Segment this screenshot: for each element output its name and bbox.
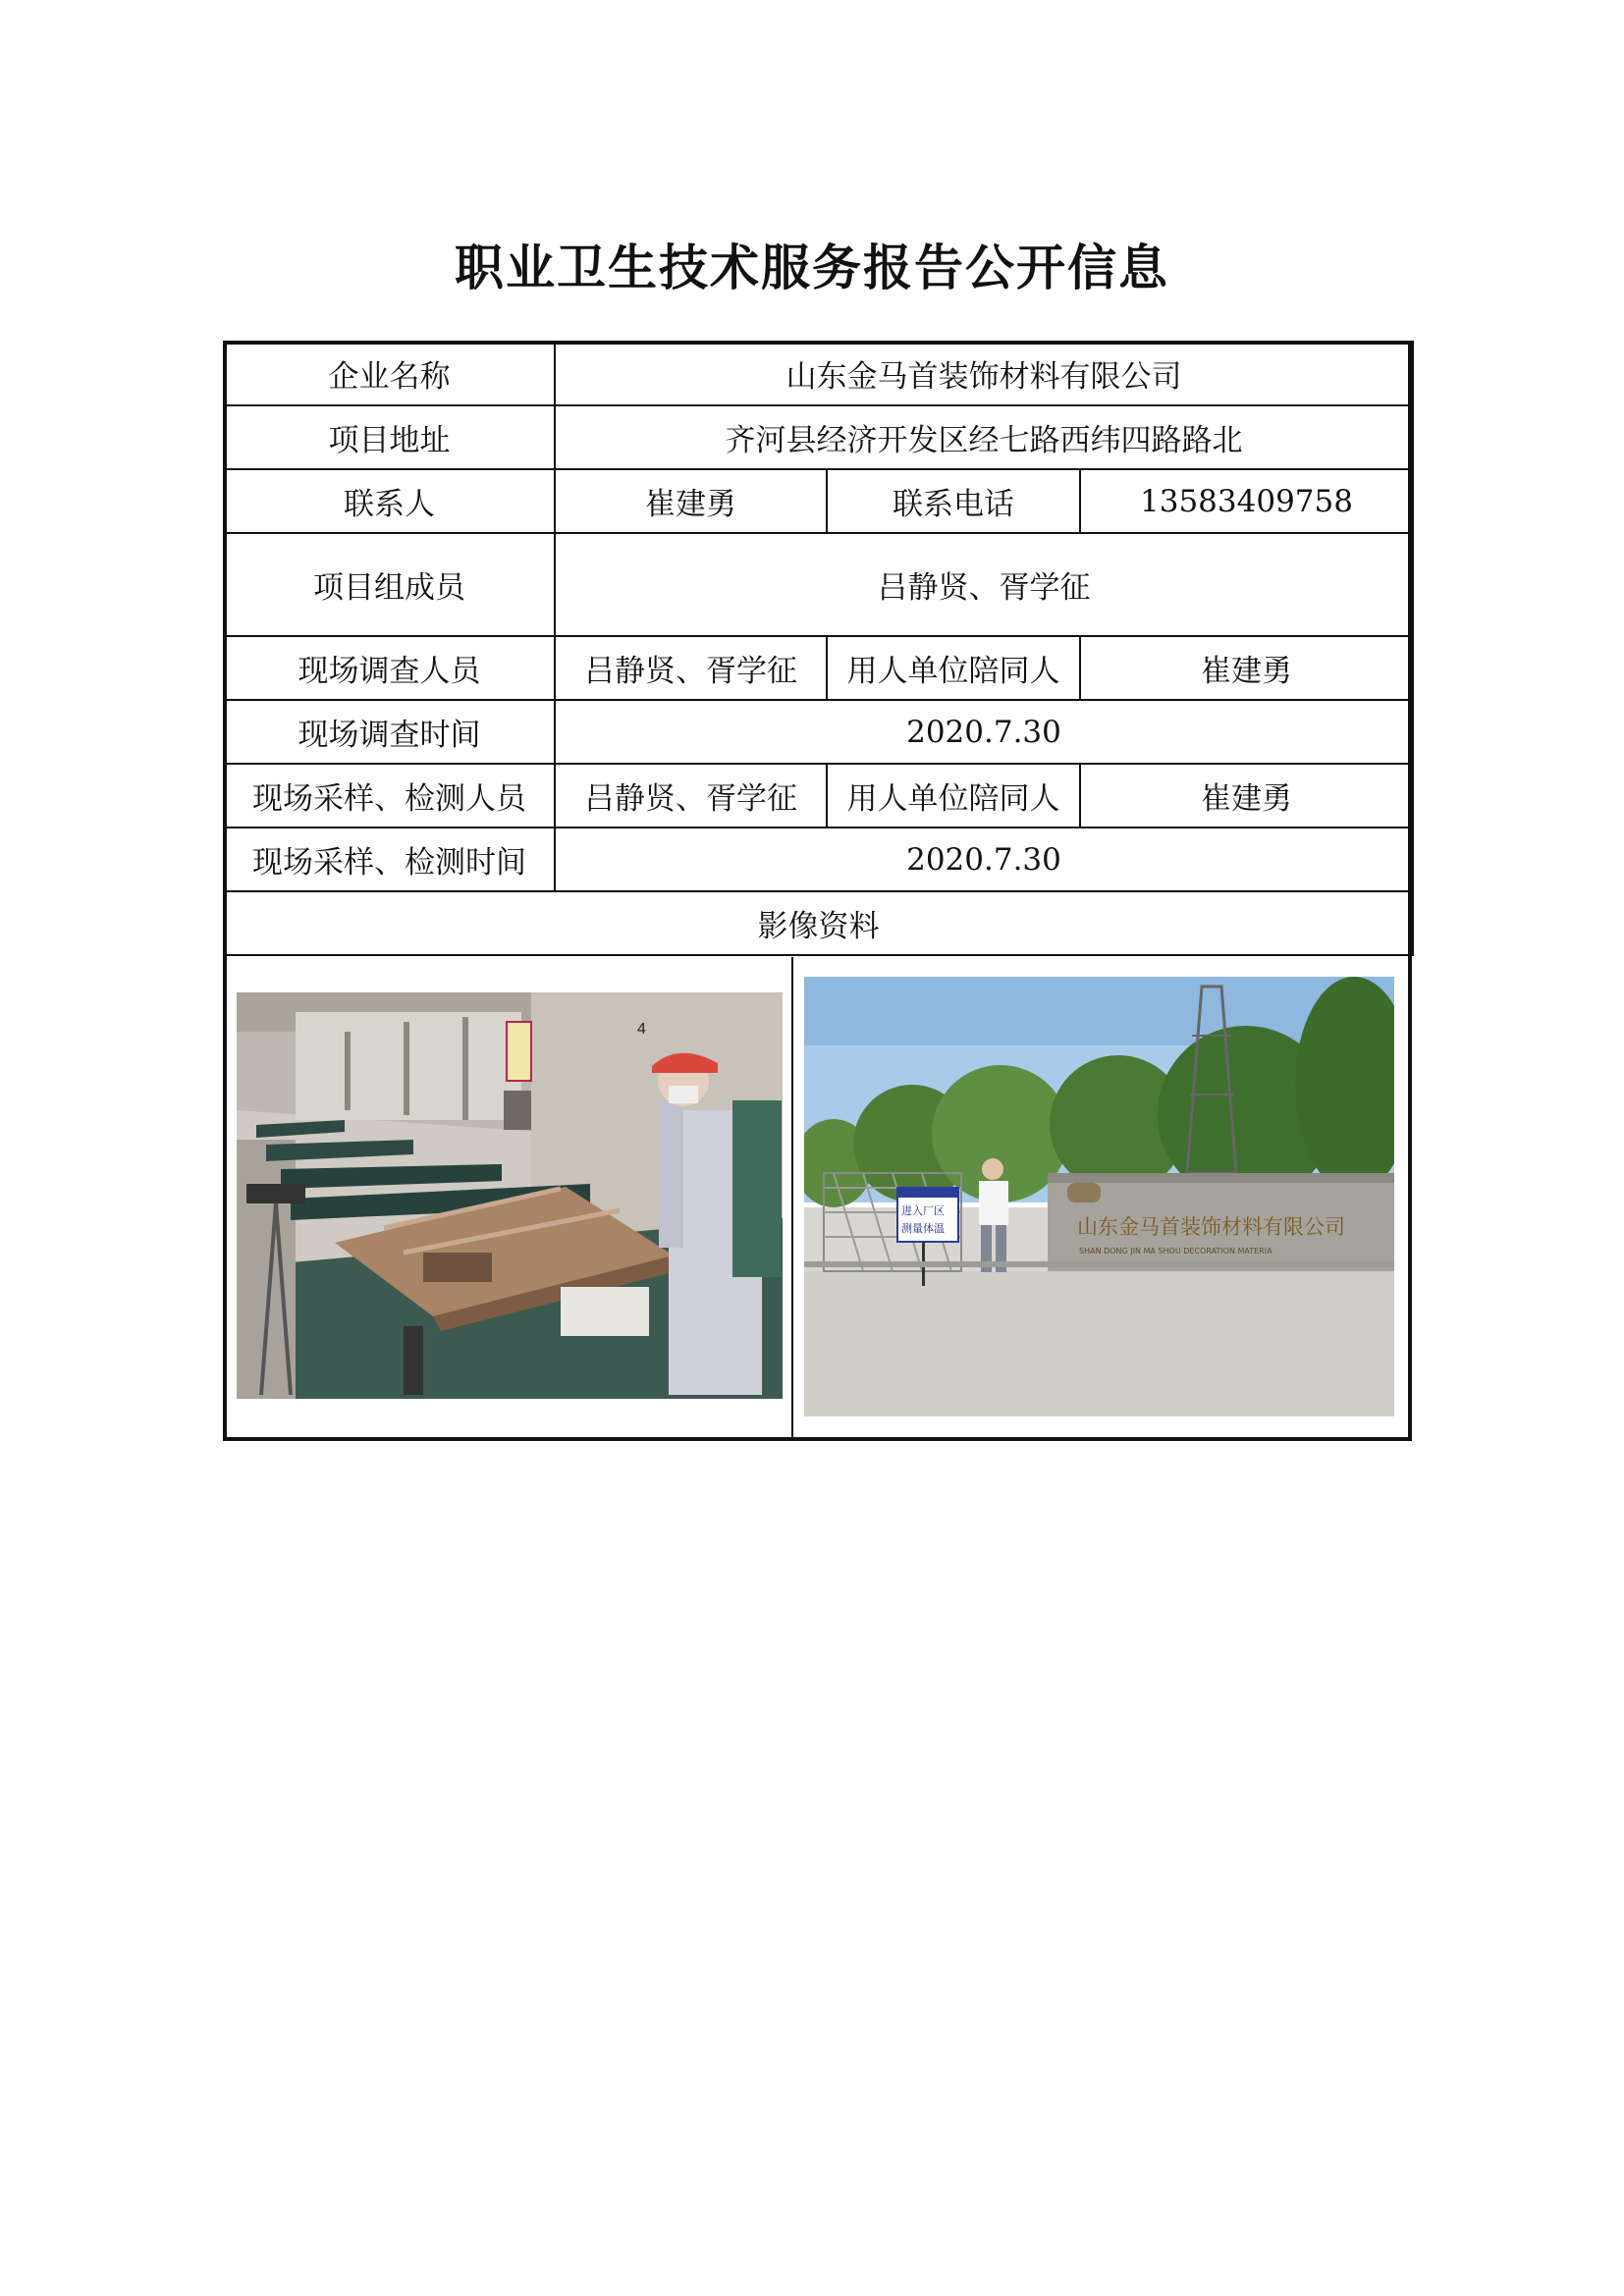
wall-sign: 山东金马首装饰材料有限公司 — [1077, 1215, 1345, 1239]
sampling-staff-value: 吕静贤、胥学征 — [555, 764, 827, 828]
sampling-escort-value: 崔建勇 — [1080, 764, 1413, 828]
photo-divider — [791, 957, 793, 1441]
images-label: 影像资料 — [224, 891, 1413, 955]
factory-gate-photo — [804, 977, 1394, 1416]
sign-number: 4 — [637, 1021, 646, 1038]
page-title: 职业卫生技术服务报告公开信息 — [455, 239, 1169, 296]
company-label: 企业名称 — [224, 342, 555, 405]
members-label: 项目组成员 — [224, 533, 555, 636]
table-row — [224, 891, 1413, 955]
table-row — [224, 700, 1413, 764]
members-value: 吕静贤、胥学征 — [555, 533, 1413, 636]
survey-staff-value: 吕静贤、胥学征 — [555, 636, 827, 700]
table-row — [224, 533, 1413, 636]
gate-sign-line2: 测量体温 — [901, 1222, 945, 1235]
table-row — [224, 342, 1413, 405]
company-value: 山东金马首装饰材料有限公司 — [555, 342, 1413, 405]
survey-time-value: 2020.7.30 — [555, 700, 1413, 764]
contact-value: 崔建勇 — [555, 469, 827, 533]
sampling-time-value: 2020.7.30 — [555, 828, 1413, 891]
sampling-time-label: 现场采样、检测时间 — [224, 828, 555, 891]
survey-time-label: 现场调查时间 — [224, 700, 555, 764]
info-sheet — [223, 341, 1412, 1441]
address-value: 齐河县经济开发区经七路西纬四路路北 — [555, 405, 1413, 469]
gate-sign-line1: 进入厂区 — [901, 1204, 945, 1217]
address-label: 项目地址 — [224, 405, 555, 469]
survey-staff-label: 现场调查人员 — [224, 636, 555, 700]
sampling-staff-label: 现场采样、检测人员 — [224, 764, 555, 828]
survey-escort-value: 崔建勇 — [1080, 636, 1413, 700]
contact-label: 联系人 — [224, 469, 555, 533]
table-row — [224, 469, 1413, 533]
sampling-escort-label: 用人单位陪同人 — [827, 764, 1080, 828]
phone-value: 13583409758 — [1080, 469, 1413, 533]
table-row — [224, 828, 1413, 891]
workshop-photo — [237, 992, 783, 1399]
table-row — [224, 405, 1413, 469]
survey-escort-label: 用人单位陪同人 — [827, 636, 1080, 700]
wall-sign-en: SHAN DONG JIN MA SHOU DECORATION MATERIA — [1079, 1247, 1272, 1255]
table-row — [224, 636, 1413, 700]
photo-area — [223, 957, 1412, 1441]
info-table — [223, 341, 1414, 956]
phone-label: 联系电话 — [827, 469, 1080, 533]
table-row — [224, 764, 1413, 828]
